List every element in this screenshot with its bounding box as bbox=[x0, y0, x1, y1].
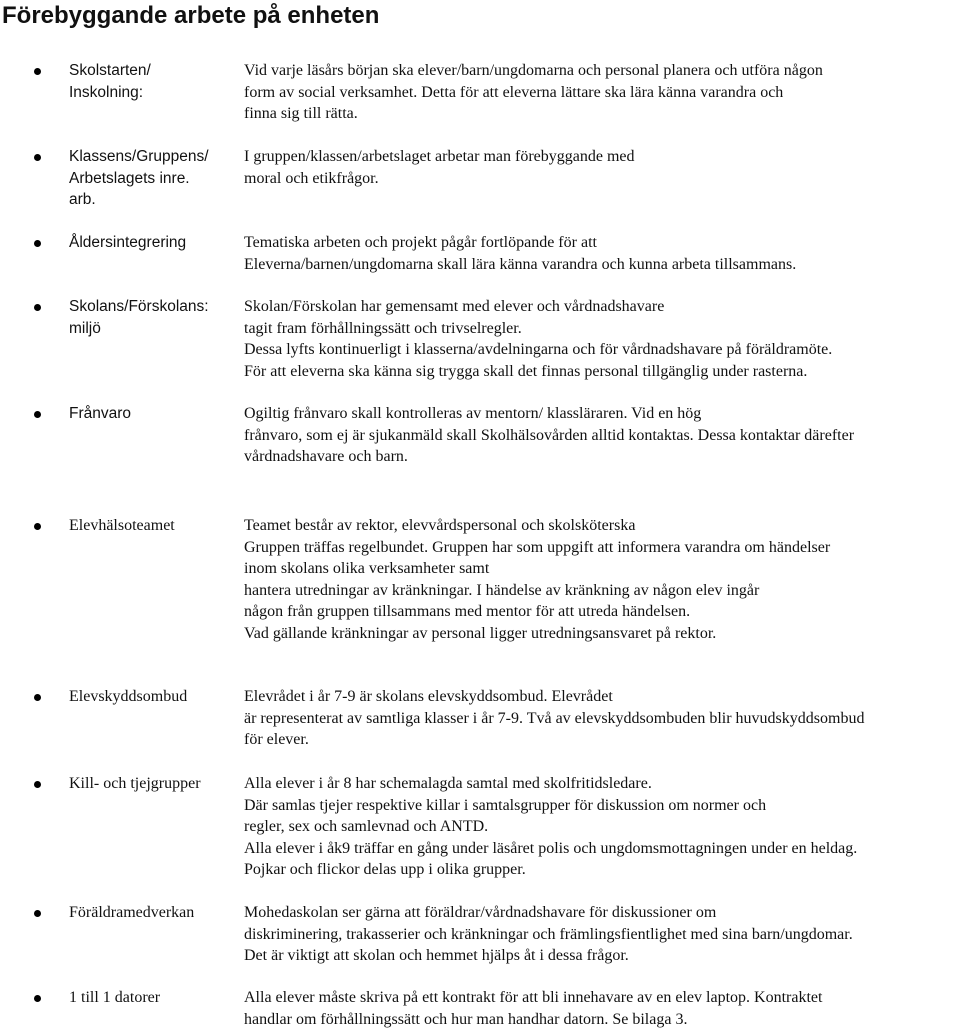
item-text: Alla elever i år 8 har schemalagda samtal med skolfritidsledare. Där samlas tjejer respektive killar i samtalsgrupper för diskussion om normer och regler, sex och samlevnad och ANTD. Alla elever i åk9 träffar en gång under läsåret polis och ungdomsmottagningen under en heldag. Pojkar och flickor delas upp i olika grupper. bbox=[244, 775, 858, 878]
item-label: Åldersintegrering bbox=[69, 234, 187, 251]
item-text: Skolan/Förskolan har gemensamt med elever och vårdnadshavare tagit fram förhållningssätt och trivselregler. Dessa lyfts kontinuerligt i klasserna/avdelningarna och för vårdnadshavare på föräldramöte. För att eleverna ska känna sig trygga skall det finnas personal tillgänglig under rasterna. bbox=[244, 298, 833, 380]
bullet-icon bbox=[34, 154, 41, 161]
item-label: Skolstarten/ Inskolning: bbox=[69, 62, 151, 101]
item-text: Elevrådet i år 7-9 är skolans elevskyddsombud. Elevrådet är representerat av samtliga klasser i år 7-9. Två av elevskyddsombuden blir huvudskyddsombud för elever. bbox=[244, 688, 865, 748]
item-label: Skolans/Förskolans: miljö bbox=[69, 298, 209, 337]
item-text: Ogiltig frånvaro skall kontrolleras av mentorn/ klassläraren. Vid en hög frånvaro, som ej är sjukanmäld skall Skolhälsovården alltid kontaktas. Dessa kontaktar därefter vårdnadshavare och barn. bbox=[244, 405, 855, 465]
bullet-icon bbox=[34, 781, 41, 788]
page-title: Förebyggande arbete på enheten bbox=[2, 2, 380, 29]
item-label: Klassens/Gruppens/ Arbetslagets inre. arb. bbox=[69, 148, 209, 208]
item-label: Elevhälsoteamet bbox=[69, 517, 175, 534]
item-text: Vid varje läsårs början ska elever/barn/ungdomarna och personal planera och utföra någon form av social verksamhet. Detta för att eleverna lättare ska lära känna varandra och finna sig till rätta. bbox=[244, 62, 823, 122]
bullet-icon bbox=[34, 304, 41, 311]
item-label: 1 till 1 datorer bbox=[69, 989, 161, 1006]
bullet-icon bbox=[34, 910, 41, 917]
item-label: Frånvaro bbox=[69, 405, 132, 422]
bullet-icon bbox=[34, 68, 41, 75]
item-text: Alla elever måste skriva på ett kontrakt för att bli innehavare av en elev laptop. Kontraktet handlar om förhållningssätt och hur man handhar datorn. Se bilaga 3. bbox=[244, 989, 823, 1028]
item-label: Kill- och tjejgrupper bbox=[69, 775, 201, 792]
bullet-icon bbox=[34, 411, 41, 418]
bullet-icon bbox=[34, 995, 41, 1002]
item-text: Mohedaskolan ser gärna att föräldrar/vårdnadshavare för diskussioner om diskriminering, trakasserier och kränkningar och främlingsfientlighet med sina barn/ungdomar. Det är viktigt att skolan och hemmet hjälps åt i dessa frågor. bbox=[244, 904, 853, 964]
item-label: Elevskyddsombud bbox=[69, 688, 188, 705]
item-label: Föräldramedverkan bbox=[69, 904, 195, 921]
bullet-icon bbox=[34, 523, 41, 530]
item-text: I gruppen/klassen/arbetslaget arbetar man förebyggande med moral och etikfrågor. bbox=[244, 148, 635, 187]
bullet-icon bbox=[34, 240, 41, 247]
bullet-icon bbox=[34, 694, 41, 701]
item-text: Tematiska arbeten och projekt pågår fortlöpande för att Eleverna/barnen/ungdomarna skall lära känna varandra och kunna arbeta tillsammans. bbox=[244, 234, 797, 273]
item-text: Teamet består av rektor, elevvårdspersonal och skolsköterska Gruppen träffas regelbundet. Gruppen har som uppgift att informera varandra om händelser inom skolans olika verksamheter samt hantera utredningar av kränkningar. I händelse av kränkning av någon elev ingår någon från gruppen tillsammans med mentor för att utreda händelsen. Vad gällande kränkningar av personal ligger utredningsansvaret på rektor. bbox=[244, 517, 831, 642]
